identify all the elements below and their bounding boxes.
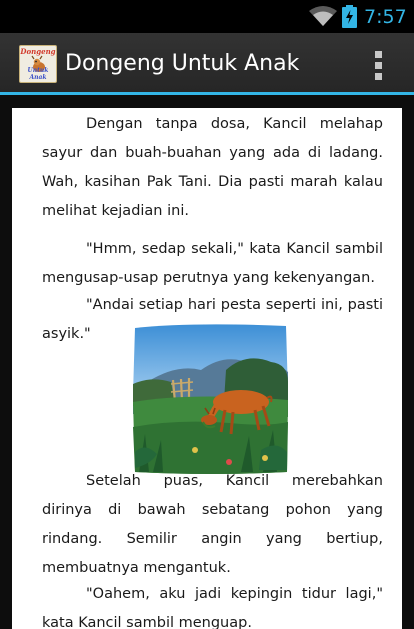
story-page[interactable] <box>12 108 402 629</box>
story-paragraph: Dengan tanpa dosa, Kancil melahap sayur dan buah-buahan yang ada di ladang. Wah, kasihan Pak Tani. Dia pasti marah kalau melihat kejadian ini. <box>42 116 383 219</box>
status-bar <box>0 0 414 33</box>
story-paragraph: Setelah puas, Kancil merebahkan dirinya di bawah sebatang pohon yang rindang. Semilir angin yang bertiup, membuatnya mengantuk. <box>42 473 383 576</box>
mouse-deer-grazing-illustration <box>131 322 290 477</box>
app-icon[interactable] <box>19 45 57 83</box>
action-bar <box>0 33 414 95</box>
battery-charging-icon <box>342 5 357 28</box>
app-icon-label-top: Dongeng <box>20 47 56 56</box>
app-icon-label-bottom: Untuk Anak <box>27 67 49 81</box>
overflow-dot <box>375 73 382 80</box>
status-time: 7:57 <box>364 6 407 28</box>
app-title: Dongeng Untuk Anak <box>65 51 300 76</box>
story-paragraph: "Andai setiap hari pesta seperti ini, pasti asyik." <box>42 297 383 342</box>
story-paragraph: "Hmm, sedap sekali," kata Kancil sambil mengusap-usap perutnya yang kekenyangan. <box>42 241 383 286</box>
overflow-menu-icon[interactable] <box>364 46 394 82</box>
content-area[interactable] <box>0 95 414 629</box>
story-paragraph: "Oahem, aku jadi kepingin tidur lagi," kata Kancil sambil menguap. <box>42 586 383 629</box>
wifi-icon <box>308 5 338 27</box>
overflow-dot <box>375 62 382 69</box>
overflow-dot <box>375 51 382 58</box>
